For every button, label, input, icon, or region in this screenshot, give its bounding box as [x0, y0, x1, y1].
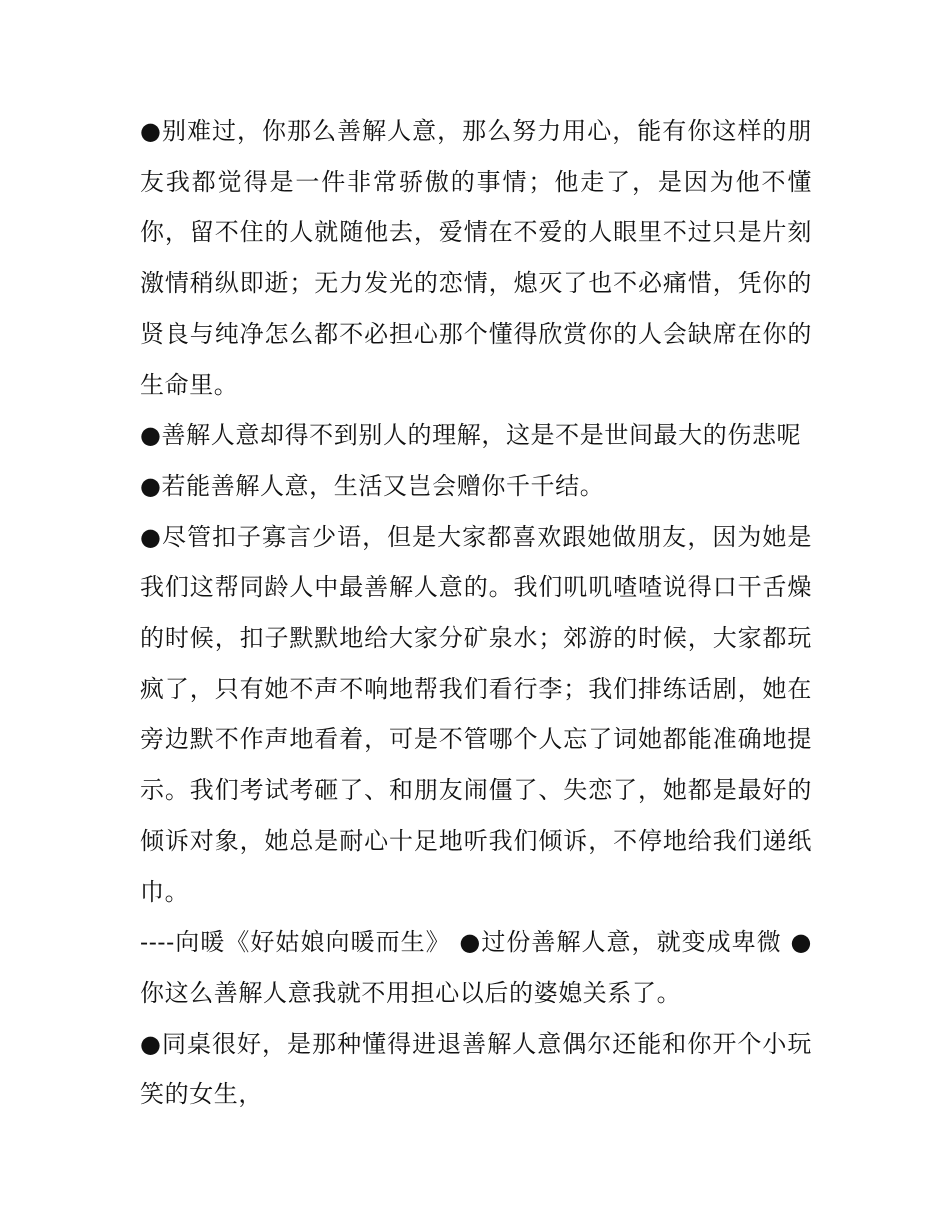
document-body: [140, 106, 812, 1120]
paragraph-5: ----向暖《好姑娘向暖而生》 ●过份善解人意，就变成卑微 ●你这么善解人意我就不用担心以后的婆媳关系了。: [140, 928, 812, 1007]
paragraph-6: ●同桌很好，是那种懂得进退善解人意偶尔还能和你开个小玩笑的女生，: [140, 1029, 812, 1109]
paragraph-3: ●若能善解人意，生活又岂会赠你千千结。: [140, 471, 605, 500]
paragraph-2: ●善解人意却得不到别人的理解，这是不是世间最大的伤悲呢: [140, 421, 802, 450]
paragraph-4: ●尽管扣子寡言少语，但是大家都喜欢跟她做朋友，因为她是我们这帮同龄人中最善解人意的。我们叽叽喳喳说得口干舌燥的时候，扣子默默地给大家分矿泉水；郊游的时候，大家都玩疯了，只有她不声不响地帮我们看行李；我们排练话剧，她在旁边默不作声地看着，可是不管哪个人忘了词她都能准确地提示。我们考试考砸了、和朋友闹僵了、失恋了，她都是最好的倾诉对象，她总是耐心十足地听我们倾诉，不停地给我们递纸巾。: [140, 522, 812, 906]
paragraph-1: ●别难过，你那么善解人意，那么努力用心，能有你这样的朋友我都觉得是一件非常骄傲的事情；他走了，是因为他不懂你，留不住的人就随他去，爱情在不爱的人眼里不过只是片刻激情稍纵即逝；无力发光的恋情，熄灭了也不必痛惜，凭你的贤良与纯净怎么都不必担心那个懂得欣赏你的人会缺席在你的生命里。: [140, 117, 812, 399]
